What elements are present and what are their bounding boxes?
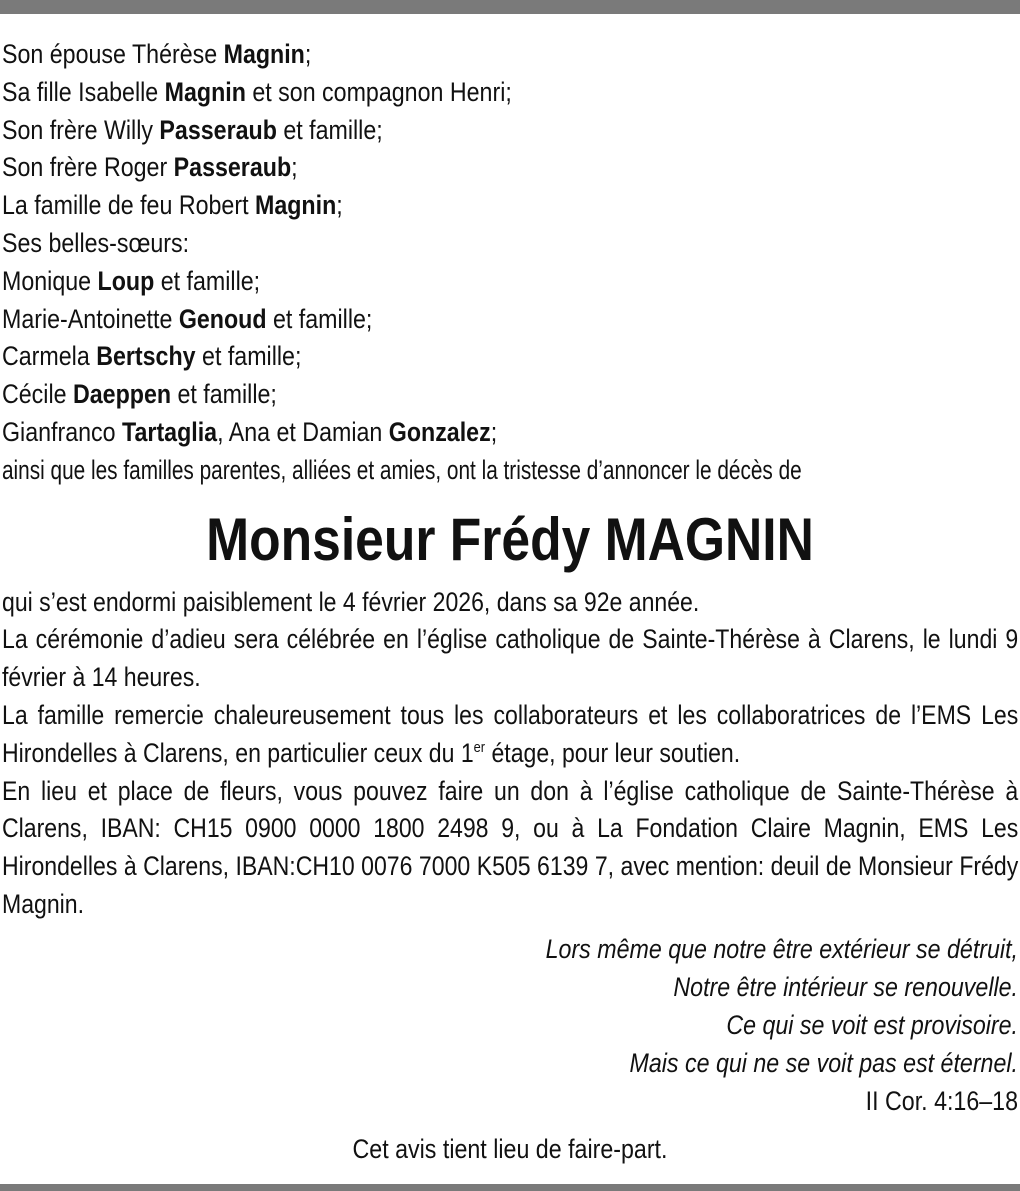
family-line: Son frère Roger Passeraub; <box>2 152 298 183</box>
announcement-line: ainsi que les familles parentes, alliées et amies, ont la tristesse d’annoncer le décès de <box>2 454 802 485</box>
family-line: La famille de feu Robert Magnin; <box>2 190 343 221</box>
family-line: Gianfranco Tartaglia, Ana et Damian Gonzalez; <box>2 416 498 447</box>
family-line: Son épouse Thérèse Magnin; <box>2 39 312 69</box>
notice-body <box>2 584 1018 924</box>
family-line: Son frère Willy Passeraub et famille; <box>2 114 383 145</box>
family-list <box>2 36 1018 490</box>
family-line: Monique Loup et famille; <box>2 265 261 296</box>
family-line: Sa fille Isabelle Magnin et son compagnon Henri; <box>2 76 512 107</box>
family-line: Ses belles-sœurs: <box>2 227 190 258</box>
quote-line: Notre être intérieur se renouvelle. <box>673 971 1018 1002</box>
bottom-border <box>0 1184 1020 1191</box>
family-line: Marie-Antoinette Genoud et famille; <box>2 303 373 334</box>
death-notice <box>2 36 1018 1168</box>
quote-line: Ce qui se voit est provisoire. <box>726 1009 1018 1040</box>
closing-note: Cet avis tient lieu de faire-part. <box>352 1133 668 1164</box>
donation-paragraph: En lieu et place de fleurs, vous pouvez faire un don à l’église catholique de Sainte-Thérèse à Clarens, IBAN: CH15 0900 0000 1800 2498 9, ou à La Fondation Claire Magnin, EMS Les Hirondelles à Clarens, IBAN:CH10 0076 7000 K505 6139 7, avec mention: deuil de Monsieur Frédy Magnin. <box>2 775 1019 919</box>
top-border <box>0 0 1020 14</box>
quote-line: Lors même que notre être extérieur se détruit, <box>545 933 1018 964</box>
quote-line: Mais ce qui ne se voit pas est éternel. <box>629 1047 1018 1078</box>
deceased-name: Monsieur Frédy MAGNIN <box>206 505 814 573</box>
thanks-paragraph: La famille remercie chaleureusement tous les collaborateurs et les collaboratrices de l’EMS Les Hirondelles à Clarens, en particulier ceux du 1er étage, pour leur soutien. <box>2 699 1019 768</box>
scripture-quote <box>2 930 1018 1120</box>
family-line: Carmela Bertschy et famille; <box>2 341 302 372</box>
quote-reference: II Cor. 4:16–18 <box>865 1085 1018 1116</box>
family-line: Cécile Daeppen et famille; <box>2 379 277 410</box>
ceremony-paragraph: La cérémonie d’adieu sera célébrée en l’église catholique de Sainte-Thérèse à Clarens, le lundi 9 février à 14 heures. <box>2 624 1019 693</box>
passing-paragraph: qui s’est endormi paisiblement le 4 février 2026, dans sa 92e année. <box>2 586 700 617</box>
